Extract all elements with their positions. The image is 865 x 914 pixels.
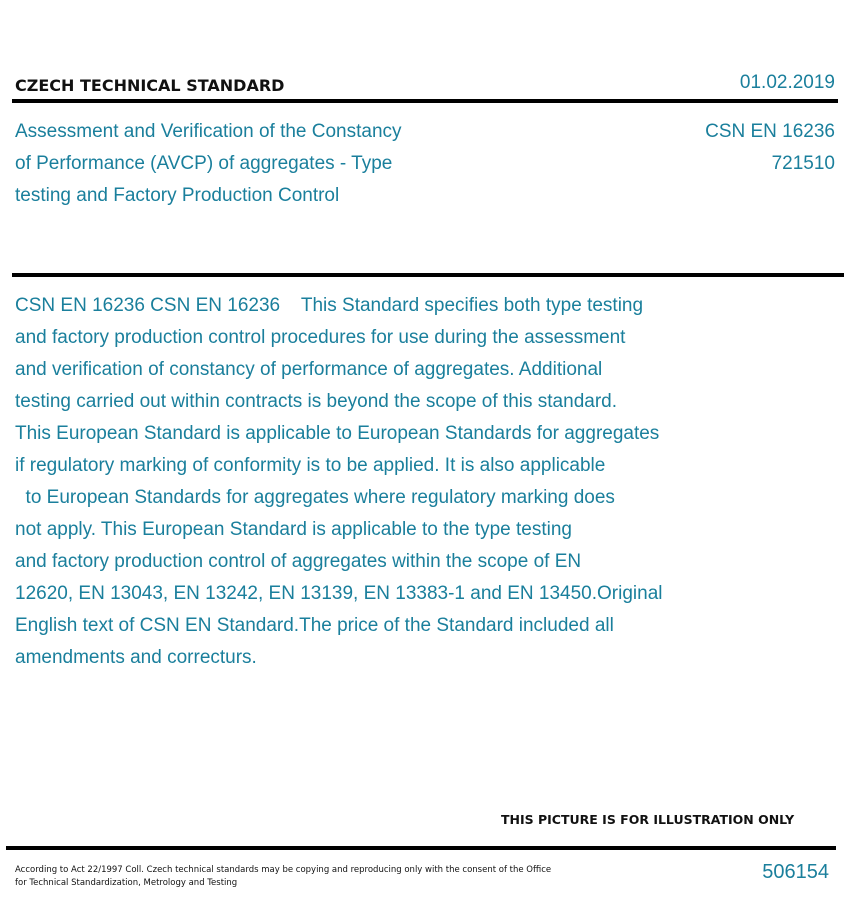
abstract-line: testing carried out within contracts is beyond the scope of this standard. — [15, 391, 617, 412]
catalog-number: 506154 — [762, 861, 829, 883]
abstract-line: 12620, EN 13043, EN 13242, EN 13139, EN 13383-1 and EN 13450.Original — [15, 583, 663, 604]
header-divider — [12, 99, 838, 103]
abstract-line: English text of CSN EN Standard.The price of the Standard included all — [15, 615, 614, 636]
title-line: Assessment and Verification of the Constancy — [15, 121, 402, 142]
title-line: testing and Factory Production Control — [15, 185, 340, 206]
abstract-line: and factory production control of aggregates within the scope of EN — [15, 551, 582, 572]
illustration-disclaimer: THIS PICTURE IS FOR ILLUSTRATION ONLY — [501, 812, 795, 827]
abstract-line: and factory production control procedures for use during the assessment — [15, 327, 626, 348]
document-category: CZECH TECHNICAL STANDARD — [15, 76, 285, 95]
abstract-text — [15, 290, 775, 674]
abstract-line: not apply. This European Standard is applicable to the type testing — [15, 519, 572, 540]
standard-codes — [705, 116, 835, 180]
standard-number: CSN EN 16236 — [705, 121, 835, 142]
abstract-line: and verification of constancy of performance of aggregates. Additional — [15, 359, 603, 380]
legal-notice — [15, 864, 551, 890]
abstract-line: This European Standard is applicable to European Standards for aggregates — [15, 423, 660, 444]
classification-number: 721510 — [771, 153, 835, 174]
abstract-line: CSN EN 16236 CSN EN 16236 This Standard specifies both type testing — [15, 295, 644, 316]
standard-title — [15, 116, 485, 212]
abstract-line: if regulatory marking of conformity is to be applied. It is also applicable — [15, 455, 606, 476]
title-line: of Performance (AVCP) of aggregates - Type — [15, 153, 393, 174]
abstract-line: to European Standards for aggregates where regulatory marking does — [15, 487, 615, 508]
abstract-line: amendments and correcturs. — [15, 647, 257, 668]
publication-date: 01.02.2019 — [739, 72, 835, 93]
legal-notice-line: for Technical Standardization, Metrology and Testing — [15, 878, 238, 888]
legal-notice-line: According to Act 22/1997 Coll. Czech technical standards may be copying and reproducing only with the consent of the Office — [15, 865, 552, 875]
title-divider — [12, 273, 844, 277]
footer-divider — [6, 846, 836, 850]
